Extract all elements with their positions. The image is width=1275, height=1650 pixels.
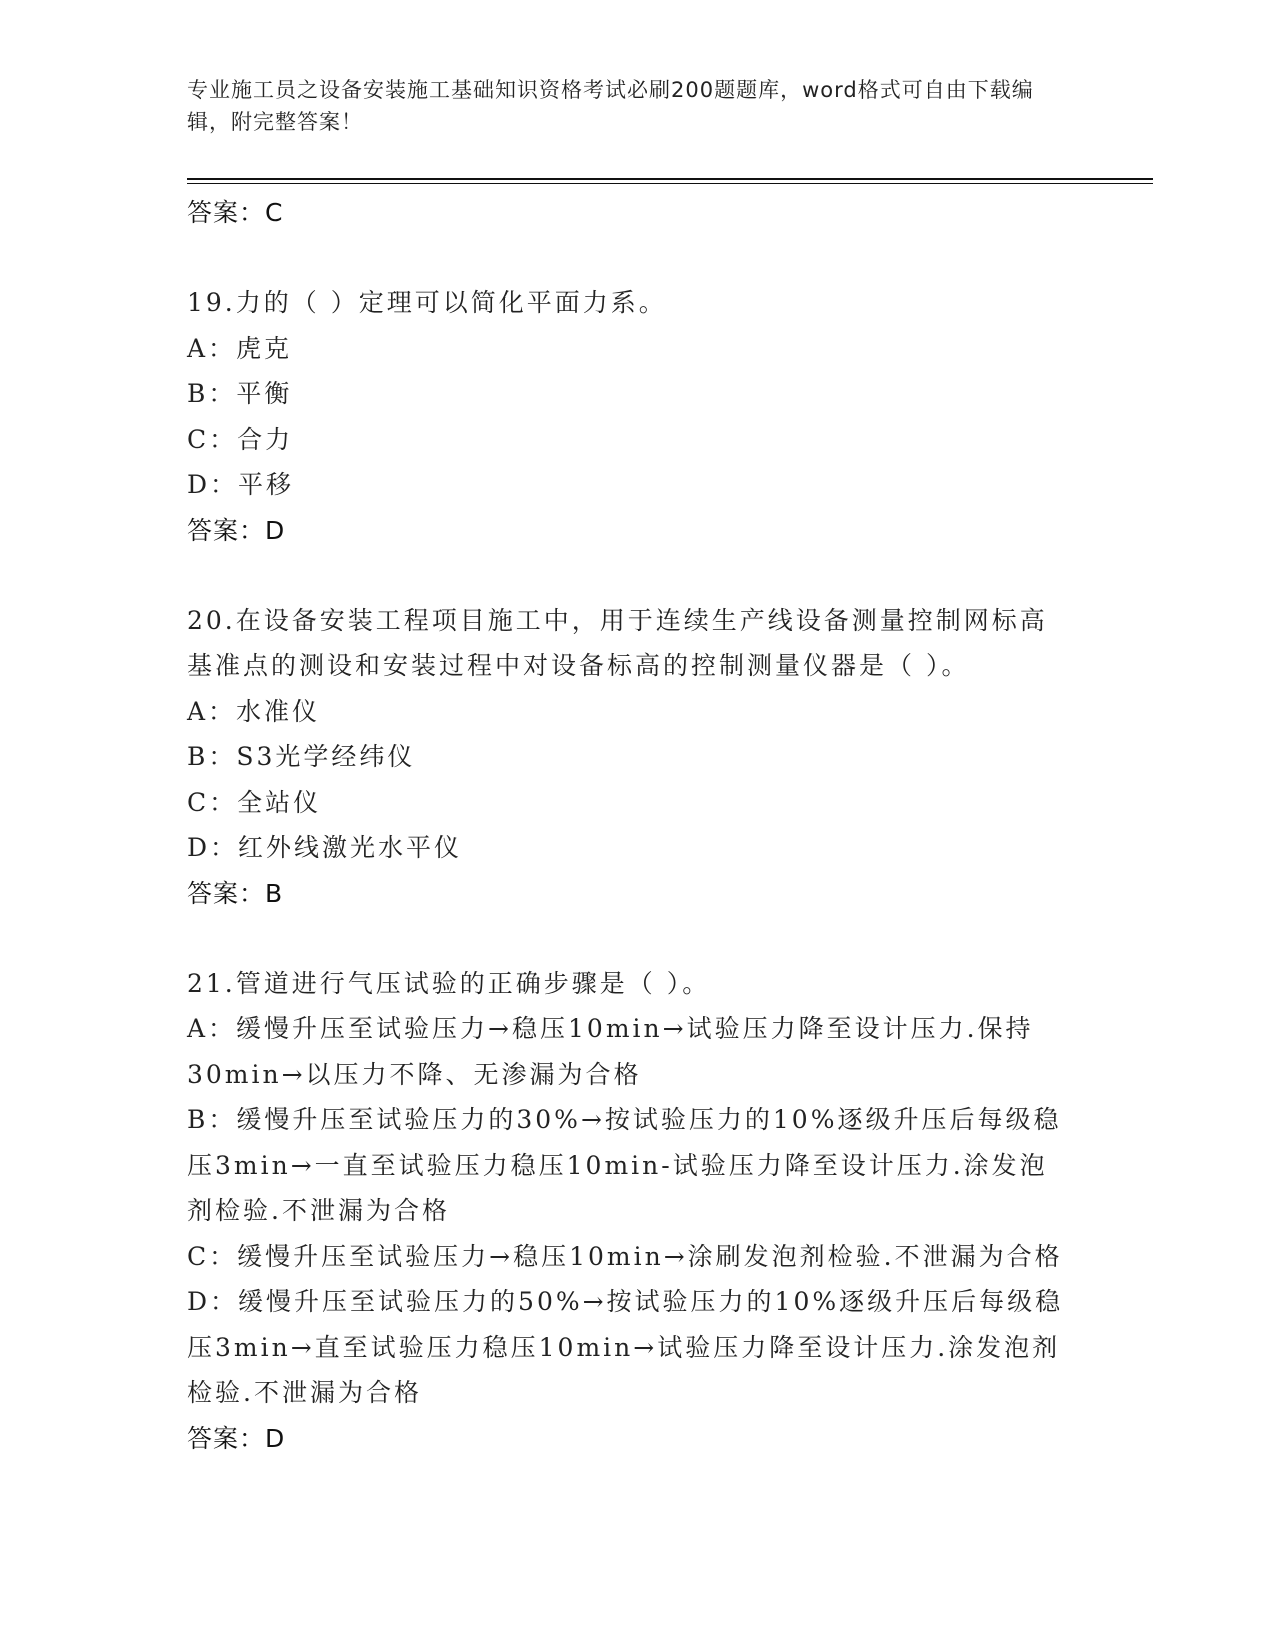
option-c: C：缓慢升压至试验压力→稳压10min→涂刷发泡剂检验.不泄漏为合格 — [187, 1241, 1063, 1271]
question-stem: 19.力的（ ）定理可以简化平面力系。 — [187, 288, 667, 317]
header-divider-thick — [187, 178, 1153, 180]
answer: 答案：D — [187, 515, 286, 545]
document-header: 专业施工员之设备安装施工基础知识资格考试必刷200题题库，word格式可自由下载编辑，附完整答案！ — [187, 78, 1034, 134]
question-content — [187, 190, 1087, 1461]
option-b-line-3: 剂检验.不泄漏为合格 — [187, 1196, 450, 1225]
option-c: C：合力 — [187, 424, 294, 454]
option-c: C：全站仪 — [187, 787, 322, 817]
option-d-line-1: D：缓慢升压至试验压力的50%→按试验压力的10%逐级升压后每级稳 — [187, 1287, 1064, 1316]
option-a: A：水准仪 — [187, 696, 321, 726]
option-b: B：平衡 — [187, 379, 293, 408]
answer: 答案：D — [187, 1423, 286, 1453]
answer-q18: 答案：C — [187, 198, 284, 227]
answer: 答案：B — [187, 878, 284, 908]
question-19 — [187, 280, 1087, 553]
header-divider-thin — [187, 183, 1153, 184]
option-d: D：平移 — [187, 470, 295, 499]
option-a-line-2: 30min→以压力不降、无渗漏为合格 — [187, 1059, 642, 1089]
option-b-line-1: B：缓慢升压至试验压力的30%→按试验压力的10%逐级升压后每级稳 — [187, 1105, 1062, 1134]
option-d-line-2: 压3min→直至试验压力稳压10min→试验压力降至设计压力.涂发泡剂 — [187, 1332, 1061, 1362]
option-d-line-3: 检验.不泄漏为合格 — [187, 1378, 422, 1407]
option-b-line-2: 压3min→一直至试验压力稳压10min-试验压力降至设计压力.涂发泡 — [187, 1150, 1048, 1180]
spacer — [187, 553, 1087, 598]
option-b: B：S3光学经纬仪 — [187, 742, 416, 771]
question-stem-line-2: 基准点的测设和安装过程中对设备标高的控制测量仪器是（ ）。 — [187, 651, 970, 680]
spacer — [187, 235, 1087, 280]
option-a-line-1: A：缓慢升压至试验压力→稳压10min→试验压力降至设计压力.保持 — [187, 1014, 1034, 1043]
question-21 — [187, 961, 1087, 1461]
option-a: A：虎克 — [187, 333, 293, 363]
option-d: D：红外线激光水平仪 — [187, 833, 463, 862]
question-stem-line-1: 20.在设备安装工程项目施工中，用于连续生产线设备测量控制网标高 — [187, 605, 1048, 635]
question-20 — [187, 598, 1087, 916]
question-stem: 21.管道进行气压试验的正确步骤是（ ）。 — [187, 968, 711, 998]
spacer — [187, 916, 1087, 961]
